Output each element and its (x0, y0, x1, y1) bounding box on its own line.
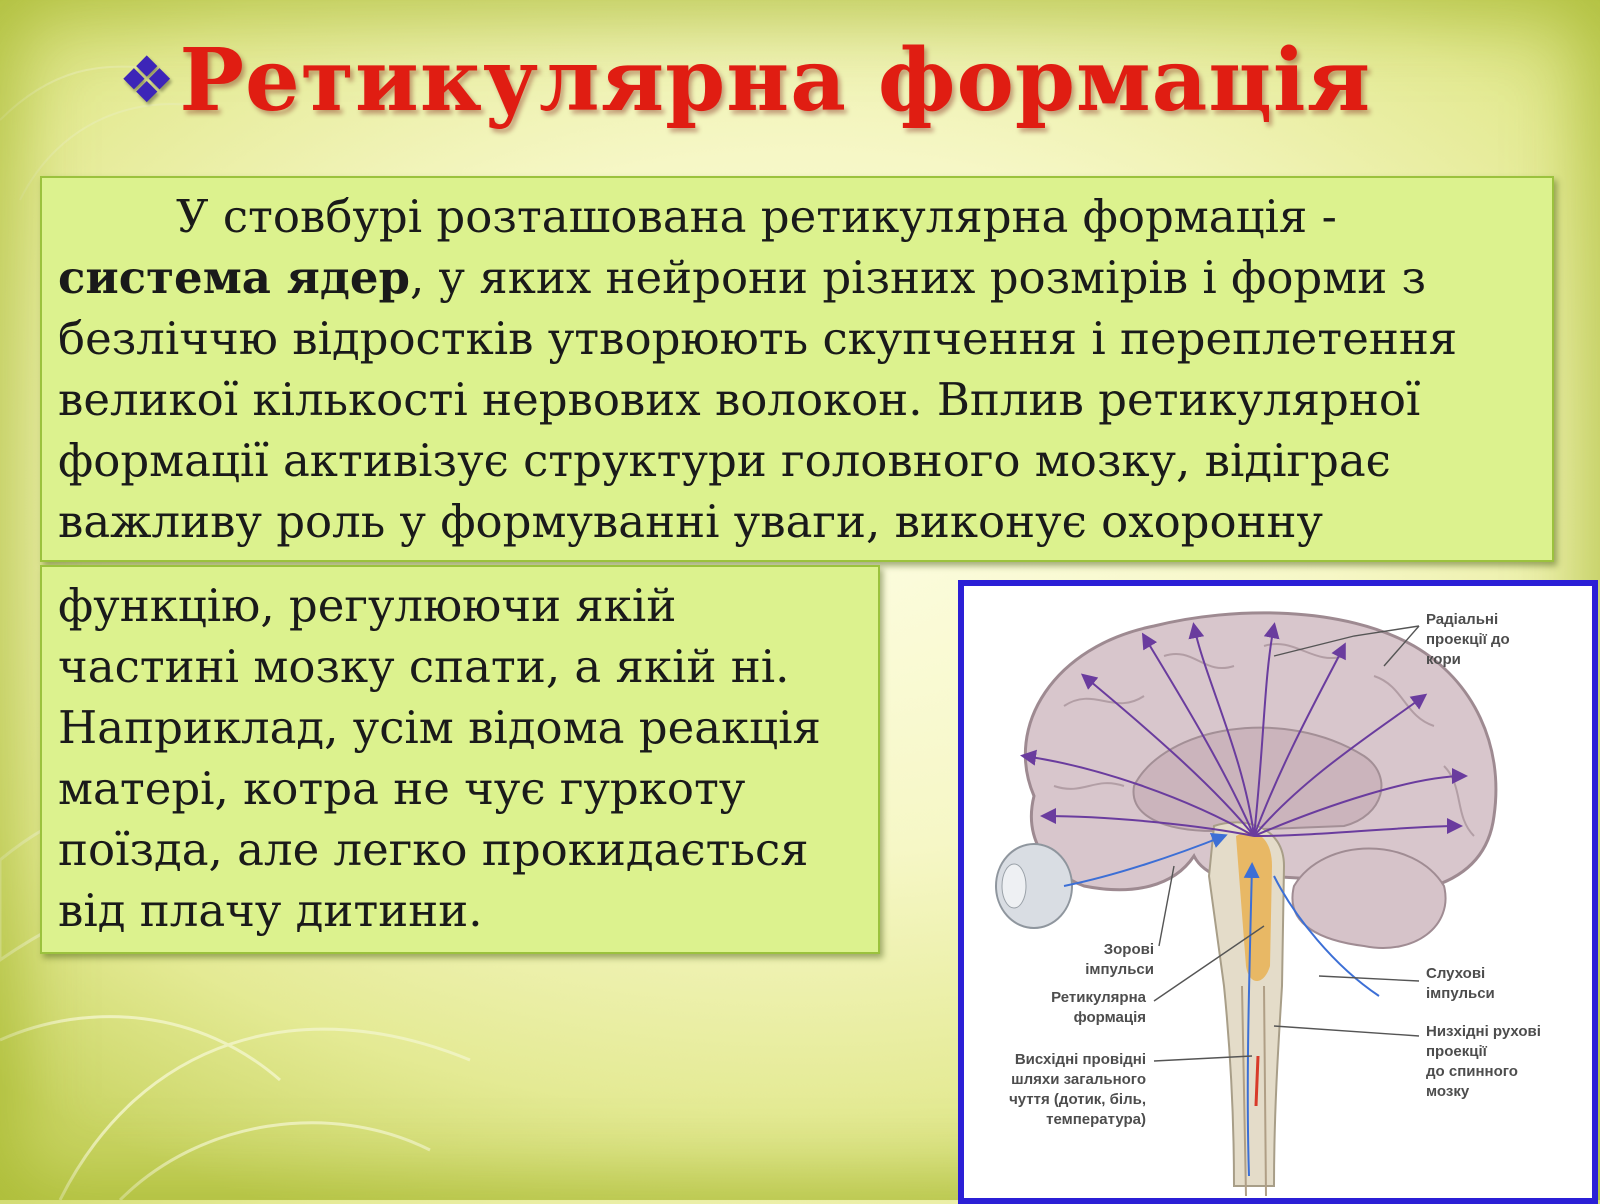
p1-rest: , у яких нейрони різних розмірів і форми з безліччю відростків утворюють скупчення і переплетення великої кількості нервових волокон. Вплив ретикулярної формації активізує структури головного мозку, відіграє важливу роль у формуванні уваги, виконує охоронну (58, 251, 1458, 548)
label-ascending-3: чуття (дотик, біль, (1009, 1091, 1146, 1108)
label-radial-2: проекції до (1426, 631, 1510, 648)
label-ascending-2: шляхи загального (1011, 1071, 1146, 1088)
label-descending-2: проекції (1426, 1043, 1487, 1060)
label-descending-3: до спинного (1426, 1063, 1518, 1080)
paragraph-2: функцію, регулюючи якій частині мозку спати, а якій ні. Наприклад, усім відома реакція матері, котра не чує гуркоту поїзда, але легко прокидається від плачу дитини. (58, 579, 821, 937)
paragraph-1 (42, 178, 1552, 552)
label-reticular-1: Ретикулярна (1051, 989, 1146, 1006)
label-auditory-2: імпульси (1426, 985, 1495, 1002)
label-visual-2: імпульси (1085, 961, 1154, 978)
label-ascending-1: Висхідні провідні (1014, 1051, 1146, 1068)
label-descending-1: Низхідні рухові (1426, 1023, 1541, 1040)
label-reticular-2: формація (1073, 1009, 1146, 1026)
diamond-bullet-icon: ❖ (118, 43, 176, 118)
descending-motor-path (1256, 1056, 1258, 1106)
label-ascending-4: температура) (1046, 1111, 1146, 1128)
label-auditory-1: Слухові (1426, 965, 1486, 982)
p1-bold-term: система ядер (58, 251, 410, 304)
label-descending-4: мозку (1426, 1083, 1470, 1100)
p1-intro: У стовбурі розташована ретикулярна формація - (176, 190, 1337, 243)
slide-title (118, 30, 1371, 131)
text-box-main (40, 176, 1554, 562)
text-box-continuation (40, 565, 880, 954)
cerebellum-shape (1292, 849, 1445, 948)
label-radial-3: кори (1426, 651, 1461, 668)
title-text: Ретикулярна формація (179, 30, 1372, 131)
brain-diagram (958, 580, 1598, 1204)
label-visual-1: Зорові (1103, 941, 1154, 958)
label-radial-1: Радіальні (1426, 611, 1499, 628)
